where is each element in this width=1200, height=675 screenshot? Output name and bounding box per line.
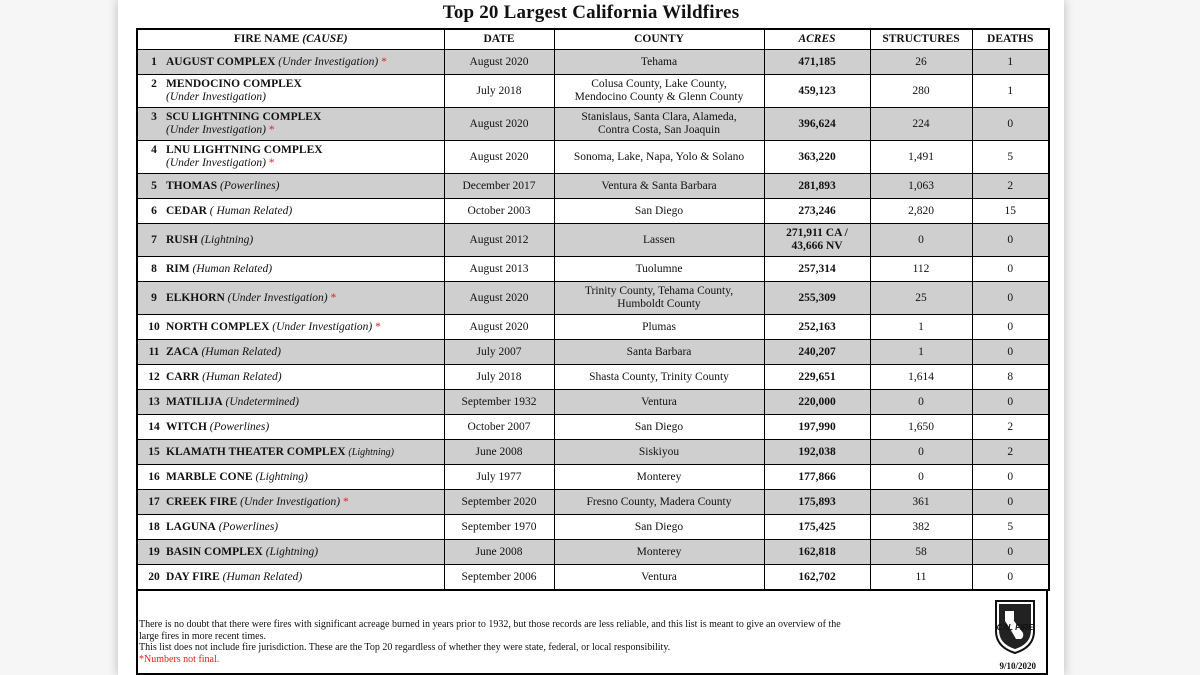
fire-label — [166, 396, 299, 409]
fire-rank: 2 — [151, 78, 157, 90]
fire-acres — [764, 365, 870, 390]
fire-date: June 2008 — [444, 440, 554, 465]
table-row — [137, 390, 1049, 415]
table-row — [137, 440, 1049, 465]
fire-county-line: Contra Costa, San Joaquin — [597, 124, 721, 136]
fire-name-cell — [137, 540, 444, 565]
fire-name: KLAMATH THEATER COMPLEX — [166, 445, 346, 458]
fire-name: MATILIJA — [166, 395, 223, 408]
fire-label — [166, 321, 381, 334]
fire-name: MENDOCINO COMPLEX — [166, 78, 302, 90]
fire-deaths: 8 — [972, 365, 1049, 390]
document-page — [118, 0, 1064, 675]
fire-deaths: 0 — [972, 257, 1049, 282]
fire-name: CEDAR — [166, 204, 207, 217]
fire-date: September 1970 — [444, 515, 554, 540]
fire-label — [166, 56, 387, 69]
fire-county — [554, 282, 764, 315]
fire-cause: (Under Investigation) — [278, 55, 379, 68]
fire-name: CREEK FIRE — [166, 495, 238, 508]
note-numbers-not-final: *Numbers not final. — [139, 653, 220, 665]
table-row — [137, 415, 1049, 440]
fire-rank: 13 — [148, 395, 160, 408]
fire-county-line: Mendocino County & Glenn County — [574, 91, 744, 103]
fire-date: October 2007 — [444, 415, 554, 440]
fire-county-line: San Diego — [634, 520, 684, 533]
fire-label — [166, 371, 282, 384]
fire-date: July 2018 — [444, 75, 554, 108]
footer-notes-box — [136, 589, 1048, 675]
fire-label — [166, 234, 253, 247]
fire-name: MARBLE CONE — [166, 470, 253, 483]
fire-deaths: 0 — [972, 108, 1049, 141]
table-row — [137, 141, 1049, 174]
fire-acres-line: 192,038 — [798, 445, 836, 458]
fire-deaths: 2 — [972, 415, 1049, 440]
fire-structures: 280 — [870, 75, 972, 108]
fire-acres — [764, 199, 870, 224]
fire-label — [166, 78, 302, 104]
fire-county-line: Ventura — [641, 570, 677, 583]
fire-date: September 1932 — [444, 390, 554, 415]
fire-county-line: Plumas — [642, 320, 676, 333]
fire-structures: 0 — [870, 465, 972, 490]
fire-acres — [764, 315, 870, 340]
fire-county — [554, 315, 764, 340]
fire-date: August 2020 — [444, 50, 554, 75]
page-title: Top 20 Largest California Wildfires — [442, 2, 740, 23]
table-row — [137, 365, 1049, 390]
fire-county-line: Monterey — [636, 470, 682, 483]
fire-acres — [764, 340, 870, 365]
fire-structures: 0 — [870, 224, 972, 257]
fire-name: CARR — [166, 370, 200, 383]
fire-name-cell — [137, 390, 444, 415]
fire-deaths: 5 — [972, 141, 1049, 174]
header-acres: ACRES — [764, 29, 870, 50]
fire-county — [554, 565, 764, 591]
fire-rank: 11 — [148, 345, 160, 358]
fire-rank: 3 — [151, 111, 157, 123]
fire-rank: 12 — [148, 370, 160, 383]
table-row — [137, 340, 1049, 365]
fire-acres — [764, 224, 870, 257]
fire-acres — [764, 490, 870, 515]
fire-acres-line: 271,911 CA / — [786, 227, 848, 239]
fire-acres-line: 471,185 — [798, 55, 836, 68]
header-deaths: DEATHS — [972, 29, 1049, 50]
fire-label — [166, 421, 269, 434]
fire-name-cell — [137, 465, 444, 490]
fire-date: August 2020 — [444, 141, 554, 174]
fire-label — [166, 292, 336, 305]
fire-acres — [764, 440, 870, 465]
fire-date: August 2020 — [444, 108, 554, 141]
fire-acres — [764, 540, 870, 565]
fire-rank: 7 — [151, 233, 157, 246]
fire-structures: 1,614 — [870, 365, 972, 390]
header-structures: STRUCTURES — [870, 29, 972, 50]
fire-name: ELKHORN — [166, 291, 225, 304]
fire-acres-line: 175,893 — [798, 495, 836, 508]
fire-acres — [764, 465, 870, 490]
fire-acres-line: 162,702 — [798, 570, 836, 583]
fire-label — [166, 180, 279, 193]
table-row — [137, 199, 1049, 224]
fire-name-cell — [137, 108, 444, 141]
table-row — [137, 465, 1049, 490]
fire-rank: 16 — [148, 470, 160, 483]
fire-name: SCU LIGHTNING COMPLEX — [166, 111, 322, 123]
fire-name: AUGUST COMPLEX — [166, 55, 276, 68]
fire-county — [554, 440, 764, 465]
fire-county-line: Siskiyou — [638, 445, 680, 458]
fire-acres — [764, 282, 870, 315]
fire-rank: 5 — [151, 179, 157, 192]
not-final-marker: * — [342, 495, 349, 508]
fire-label — [166, 144, 323, 170]
fire-name-cell — [137, 565, 444, 591]
fire-rank: 20 — [148, 570, 160, 583]
fire-county-line: Shasta County, Trinity County — [589, 370, 729, 383]
note-line: This list does not include fire jurisdiction. These are the Top 20 regardless of whether they were state, federal, or local responsibility. — [139, 642, 671, 653]
fire-county — [554, 50, 764, 75]
fire-county-line: San Diego — [634, 420, 684, 433]
table-row — [137, 282, 1049, 315]
not-final-marker: * — [268, 124, 275, 136]
fire-acres-line: 43,666 NV — [791, 240, 843, 252]
fire-county — [554, 141, 764, 174]
note-line: large fires in more recent times. — [139, 630, 266, 642]
table-row — [137, 540, 1049, 565]
fire-date: June 2008 — [444, 540, 554, 565]
fire-county — [554, 340, 764, 365]
fire-cause: (Undetermined) — [225, 395, 299, 408]
fire-acres — [764, 174, 870, 199]
fire-rank: 14 — [148, 420, 160, 433]
fire-county — [554, 490, 764, 515]
fire-cause: (Lightning) — [265, 545, 319, 558]
fire-deaths: 2 — [972, 440, 1049, 465]
fire-name-cell — [137, 141, 444, 174]
fire-county-line: Fresno County, Madera County — [586, 495, 732, 508]
fire-structures: 224 — [870, 108, 972, 141]
fire-county — [554, 415, 764, 440]
fire-rank: 9 — [151, 291, 157, 304]
fire-acres — [764, 75, 870, 108]
fire-rank: 10 — [148, 320, 160, 333]
fire-county-line: Ventura & Santa Barbara — [601, 179, 717, 192]
header-row — [137, 29, 1049, 50]
fire-county-line: Santa Barbara — [626, 345, 692, 358]
wildfire-table — [136, 28, 1050, 591]
fire-structures: 1,491 — [870, 141, 972, 174]
fire-name: RIM — [166, 262, 190, 275]
fire-name-cell — [137, 199, 444, 224]
fire-deaths: 0 — [972, 565, 1049, 591]
note-line: There is no doubt that there were fires with significant acreage burned in years prior to 1932, but those records are less reliable, and this list is meant to give an overview of the — [139, 619, 841, 630]
fire-date: December 2017 — [444, 174, 554, 199]
fire-county — [554, 515, 764, 540]
fire-cause: (Under Investigation) — [166, 157, 266, 169]
fire-acres-line: 257,314 — [798, 262, 836, 275]
fire-rank: 1 — [151, 55, 157, 68]
table-row — [137, 50, 1049, 75]
fire-cause: (Powerlines) — [218, 520, 279, 533]
fire-date: July 2018 — [444, 365, 554, 390]
table-row — [137, 515, 1049, 540]
fire-date: August 2020 — [444, 282, 554, 315]
fire-deaths: 1 — [972, 75, 1049, 108]
table-row — [137, 108, 1049, 141]
fire-label — [166, 111, 321, 137]
fire-acres-line: 197,990 — [798, 420, 836, 433]
fire-date: September 2020 — [444, 490, 554, 515]
fire-county — [554, 108, 764, 141]
fire-deaths: 2 — [972, 174, 1049, 199]
not-final-marker: * — [268, 157, 275, 169]
fire-name-cell — [137, 224, 444, 257]
fire-date: October 2003 — [444, 199, 554, 224]
fire-county — [554, 390, 764, 415]
table-row — [137, 224, 1049, 257]
fire-cause: (Under Investigation) — [166, 91, 266, 103]
fire-cause: (Human Related) — [192, 262, 273, 275]
fire-name-cell — [137, 515, 444, 540]
table-row — [137, 75, 1049, 108]
not-final-marker: * — [330, 291, 337, 304]
fire-structures: 26 — [870, 50, 972, 75]
fire-deaths: 0 — [972, 282, 1049, 315]
fire-name-cell — [137, 257, 444, 282]
fire-county-line: Lassen — [643, 233, 675, 246]
table-row — [137, 174, 1049, 199]
fire-label — [166, 446, 394, 459]
fire-acres — [764, 50, 870, 75]
fire-rank: 8 — [151, 262, 157, 275]
fire-date: September 2006 — [444, 565, 554, 591]
fire-structures: 112 — [870, 257, 972, 282]
fire-rank: 18 — [148, 520, 160, 533]
fire-name-cell — [137, 365, 444, 390]
footnotes — [138, 619, 974, 665]
fire-rank: 19 — [148, 545, 160, 558]
fire-name: RUSH — [166, 233, 198, 246]
not-final-marker: * — [381, 55, 387, 68]
fire-name-cell — [137, 315, 444, 340]
fire-label — [166, 471, 308, 484]
fire-name: NORTH COMPLEX — [166, 320, 270, 333]
fire-name: BASIN COMPLEX — [166, 545, 263, 558]
table-row — [137, 490, 1049, 515]
fire-date: August 2020 — [444, 315, 554, 340]
fire-acres-line: 220,000 — [798, 395, 836, 408]
fire-deaths: 5 — [972, 515, 1049, 540]
logo-text: CAL FIRE — [996, 623, 1034, 632]
fire-deaths: 0 — [972, 465, 1049, 490]
fire-deaths: 15 — [972, 199, 1049, 224]
fire-label — [166, 263, 272, 276]
fire-acres-line: 281,893 — [798, 179, 836, 192]
fire-structures: 25 — [870, 282, 972, 315]
fire-rank: 4 — [151, 144, 157, 156]
fire-county-line: Tuolumne — [635, 262, 683, 275]
fire-acres — [764, 565, 870, 591]
not-final-marker: * — [375, 320, 381, 333]
fire-rank: 6 — [151, 204, 157, 217]
fire-structures: 0 — [870, 440, 972, 465]
fire-cause: (Lightning) — [200, 233, 254, 246]
fire-structures: 58 — [870, 540, 972, 565]
fire-date: July 1977 — [444, 465, 554, 490]
fire-acres-line: 175,425 — [798, 520, 836, 533]
fire-acres — [764, 141, 870, 174]
fire-acres-line: 273,246 — [798, 204, 836, 217]
header-date: DATE — [444, 29, 554, 50]
fire-name: ZACA — [166, 345, 199, 358]
fire-cause: ( Human Related) — [209, 204, 293, 217]
header-county: COUNTY — [554, 29, 764, 50]
fire-deaths: 0 — [972, 390, 1049, 415]
fire-acres-line: 252,163 — [798, 320, 836, 333]
fire-acres — [764, 390, 870, 415]
fire-county-line: Tehama — [640, 55, 678, 68]
fire-structures: 11 — [870, 565, 972, 591]
fire-county-line: Stanislaus, Santa Clara, Alameda, — [581, 111, 737, 123]
fire-name: WITCH — [166, 420, 207, 433]
fire-cause: (Human Related) — [201, 345, 281, 358]
fire-cause: (Under Investigation) — [166, 124, 266, 136]
fire-county-line: Trinity County, Tehama County, — [584, 285, 734, 297]
fire-name: DAY FIRE — [166, 570, 220, 583]
fire-acres — [764, 108, 870, 141]
fire-county — [554, 257, 764, 282]
fire-label — [166, 496, 349, 509]
fire-cause: (Lightning) — [348, 446, 394, 458]
fire-label — [166, 346, 281, 359]
fire-county-line: Sonoma, Lake, Napa, Yolo & Solano — [573, 150, 745, 163]
fire-acres-line: 363,220 — [798, 150, 836, 163]
table-body — [137, 50, 1049, 591]
fire-deaths: 0 — [972, 490, 1049, 515]
fire-name-cell — [137, 490, 444, 515]
fire-rank: 17 — [148, 495, 160, 508]
fire-acres — [764, 257, 870, 282]
header-fire-name: FIRE NAME (CAUSE) — [137, 29, 444, 50]
fire-rank: 15 — [148, 445, 160, 458]
fire-date: July 2007 — [444, 340, 554, 365]
fire-county — [554, 224, 764, 257]
fire-deaths: 0 — [972, 315, 1049, 340]
fire-acres-line: 229,651 — [798, 370, 836, 383]
fire-acres — [764, 515, 870, 540]
fire-county — [554, 540, 764, 565]
fire-structures: 1 — [870, 315, 972, 340]
table-row — [137, 565, 1049, 591]
fire-structures: 0 — [870, 390, 972, 415]
fire-label — [166, 205, 292, 218]
fire-name: THOMAS — [166, 179, 218, 192]
fire-date: August 2012 — [444, 224, 554, 257]
cal-fire-logo — [992, 597, 1038, 655]
fire-acres — [764, 415, 870, 440]
fire-cause: (Lightning) — [255, 470, 308, 483]
table-row — [137, 315, 1049, 340]
table-row — [137, 257, 1049, 282]
fire-structures: 2,820 — [870, 199, 972, 224]
fire-name: LAGUNA — [166, 520, 216, 533]
fire-cause: (Powerlines) — [209, 420, 270, 433]
fire-name-cell — [137, 174, 444, 199]
fire-cause: (Powerlines) — [220, 179, 280, 192]
fire-date: August 2013 — [444, 257, 554, 282]
fire-county-line: Colusa County, Lake County, — [591, 78, 727, 90]
fire-county — [554, 75, 764, 108]
fire-deaths: 0 — [972, 540, 1049, 565]
fire-acres-line: 255,309 — [798, 291, 836, 304]
fire-name-cell — [137, 50, 444, 75]
date-stamp: 9/10/2020 — [999, 661, 1036, 671]
fire-cause: (Under Investigation) — [240, 495, 341, 508]
fire-name-cell — [137, 282, 444, 315]
fire-label — [166, 571, 302, 584]
fire-name: LNU LIGHTNING COMPLEX — [166, 144, 323, 156]
fire-acres-line: 396,624 — [798, 117, 836, 130]
fire-cause: (Human Related) — [202, 370, 282, 383]
fire-structures: 1,063 — [870, 174, 972, 199]
fire-cause: (Under Investigation) — [227, 291, 328, 304]
fire-county-line: San Diego — [634, 204, 684, 217]
fire-acres-line: 162,818 — [798, 545, 836, 558]
fire-county — [554, 174, 764, 199]
fire-structures: 361 — [870, 490, 972, 515]
fire-acres-line: 459,123 — [798, 84, 836, 97]
fire-county — [554, 365, 764, 390]
fire-name-cell — [137, 75, 444, 108]
fire-cause: (Under Investigation) — [272, 320, 373, 333]
fire-county-line: Humboldt County — [617, 298, 701, 310]
fire-county — [554, 465, 764, 490]
fire-structures: 1,650 — [870, 415, 972, 440]
fire-cause: (Human Related) — [222, 570, 303, 583]
fire-deaths: 0 — [972, 340, 1049, 365]
fire-county-line: Monterey — [636, 545, 682, 558]
fire-deaths: 0 — [972, 224, 1049, 257]
fire-name-cell — [137, 340, 444, 365]
fire-county-line: Ventura — [641, 395, 677, 408]
fire-label — [166, 546, 318, 559]
fire-name-cell — [137, 415, 444, 440]
fire-name-cell — [137, 440, 444, 465]
fire-structures: 1 — [870, 340, 972, 365]
fire-acres-line: 240,207 — [798, 345, 836, 358]
fire-deaths: 1 — [972, 50, 1049, 75]
fire-acres-line: 177,866 — [798, 470, 836, 483]
fire-structures: 382 — [870, 515, 972, 540]
fire-label — [166, 521, 278, 534]
fire-county — [554, 199, 764, 224]
